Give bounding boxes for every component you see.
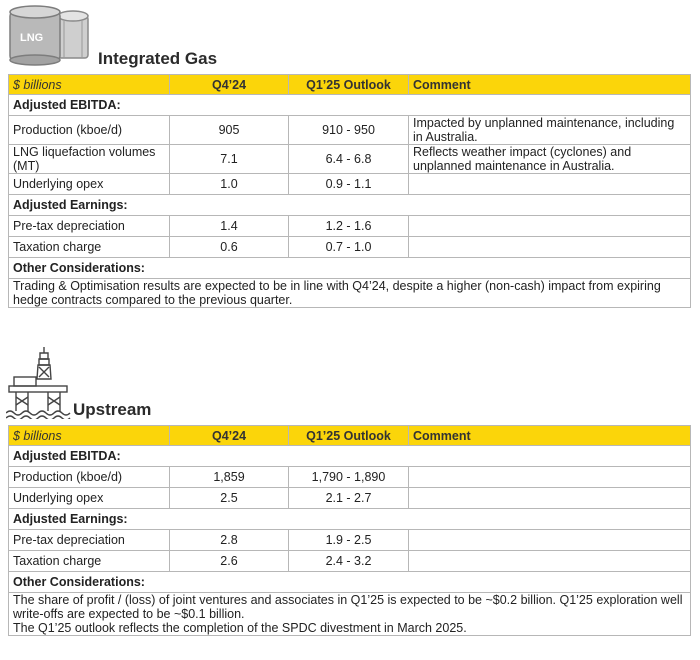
row-comment [409, 530, 691, 551]
unit-header: $ billions [9, 426, 170, 446]
lng-icon-text: LNG [20, 32, 44, 44]
comment-header: Comment [409, 75, 691, 95]
row-comment [409, 551, 691, 572]
other-considerations-text: Trading & Optimisation results are expected to be in line with Q4’24, despite a higher (non-cash) impact from expiring hedge contracts compared to the previous quarter. [9, 279, 691, 308]
row-q1: 1.9 - 2.5 [289, 530, 409, 551]
table-row [9, 145, 691, 174]
group-other-considerations: Other Considerations: [9, 572, 691, 593]
row-q4: 905 [170, 116, 289, 145]
row-q4: 0.6 [170, 237, 289, 258]
row-comment [409, 174, 691, 195]
table-header-row [9, 426, 691, 446]
row-q1: 910 - 950 [289, 116, 409, 145]
row-label: Production (kboe/d) [9, 116, 170, 145]
table-row [9, 467, 691, 488]
row-q1: 0.9 - 1.1 [289, 174, 409, 195]
offshore-platform-icon [6, 345, 72, 419]
row-label: Underlying opex [9, 488, 170, 509]
unit-header: $ billions [9, 75, 170, 95]
q1-outlook-header: Q1’25 Outlook [289, 426, 409, 446]
row-comment [409, 216, 691, 237]
other-considerations-text [9, 593, 691, 636]
row-label: Underlying opex [9, 174, 170, 195]
row-label: LNG liquefaction volumes (MT) [9, 145, 170, 174]
row-comment: Reflects weather impact (cyclones) and unplanned maintenance in Australia. [409, 145, 691, 174]
comment-header: Comment [409, 426, 691, 446]
group-adjusted-ebitda: Adjusted EBITDA: [9, 446, 691, 467]
row-q4: 1.4 [170, 216, 289, 237]
row-label: Pre-tax depreciation [9, 216, 170, 237]
table-row [9, 530, 691, 551]
table-row [9, 216, 691, 237]
group-adjusted-earnings: Adjusted Earnings: [9, 509, 691, 530]
row-q1: 0.7 - 1.0 [289, 237, 409, 258]
row-q4: 2.6 [170, 551, 289, 572]
integrated-gas-title: Integrated Gas [98, 49, 218, 68]
row-comment: Impacted by unplanned maintenance, including in Australia. [409, 116, 691, 145]
row-comment [409, 237, 691, 258]
row-q1: 1.2 - 1.6 [289, 216, 409, 237]
table-row [9, 551, 691, 572]
table-header-row [9, 75, 691, 95]
table-row [9, 237, 691, 258]
row-label: Production (kboe/d) [9, 467, 170, 488]
row-q1: 6.4 - 6.8 [289, 145, 409, 174]
table-row [9, 488, 691, 509]
other-considerations-line-1: The share of profit / (loss) of joint ventures and associates in Q1’25 is expected to be ~$0.2 billion. Q1’25 exploration well write-offs are expected to be ~$0.1 billion. [13, 593, 683, 621]
q4-header: Q4’24 [170, 426, 289, 446]
table-row [9, 116, 691, 145]
row-q1: 1,790 - 1,890 [289, 467, 409, 488]
other-considerations-line-2: The Q1’25 outlook reflects the completion of the SPDC divestment in March 2025. [13, 621, 467, 635]
row-label: Taxation charge [9, 237, 170, 258]
row-comment [409, 488, 691, 509]
upstream-table [8, 425, 691, 636]
row-comment [409, 467, 691, 488]
group-other-considerations: Other Considerations: [9, 258, 691, 279]
row-label: Pre-tax depreciation [9, 530, 170, 551]
q4-header: Q4’24 [170, 75, 289, 95]
upstream-title: Upstream [73, 400, 152, 419]
lng-tank-icon [6, 4, 92, 66]
integrated-gas-table [8, 74, 691, 308]
row-label: Taxation charge [9, 551, 170, 572]
row-q1: 2.4 - 3.2 [289, 551, 409, 572]
row-q4: 1.0 [170, 174, 289, 195]
row-q4: 2.8 [170, 530, 289, 551]
row-q4: 2.5 [170, 488, 289, 509]
q1-outlook-header: Q1’25 Outlook [289, 75, 409, 95]
row-q4: 7.1 [170, 145, 289, 174]
row-q1: 2.1 - 2.7 [289, 488, 409, 509]
group-adjusted-earnings: Adjusted Earnings: [9, 195, 691, 216]
row-q4: 1,859 [170, 467, 289, 488]
table-row [9, 174, 691, 195]
group-adjusted-ebitda: Adjusted EBITDA: [9, 95, 691, 116]
